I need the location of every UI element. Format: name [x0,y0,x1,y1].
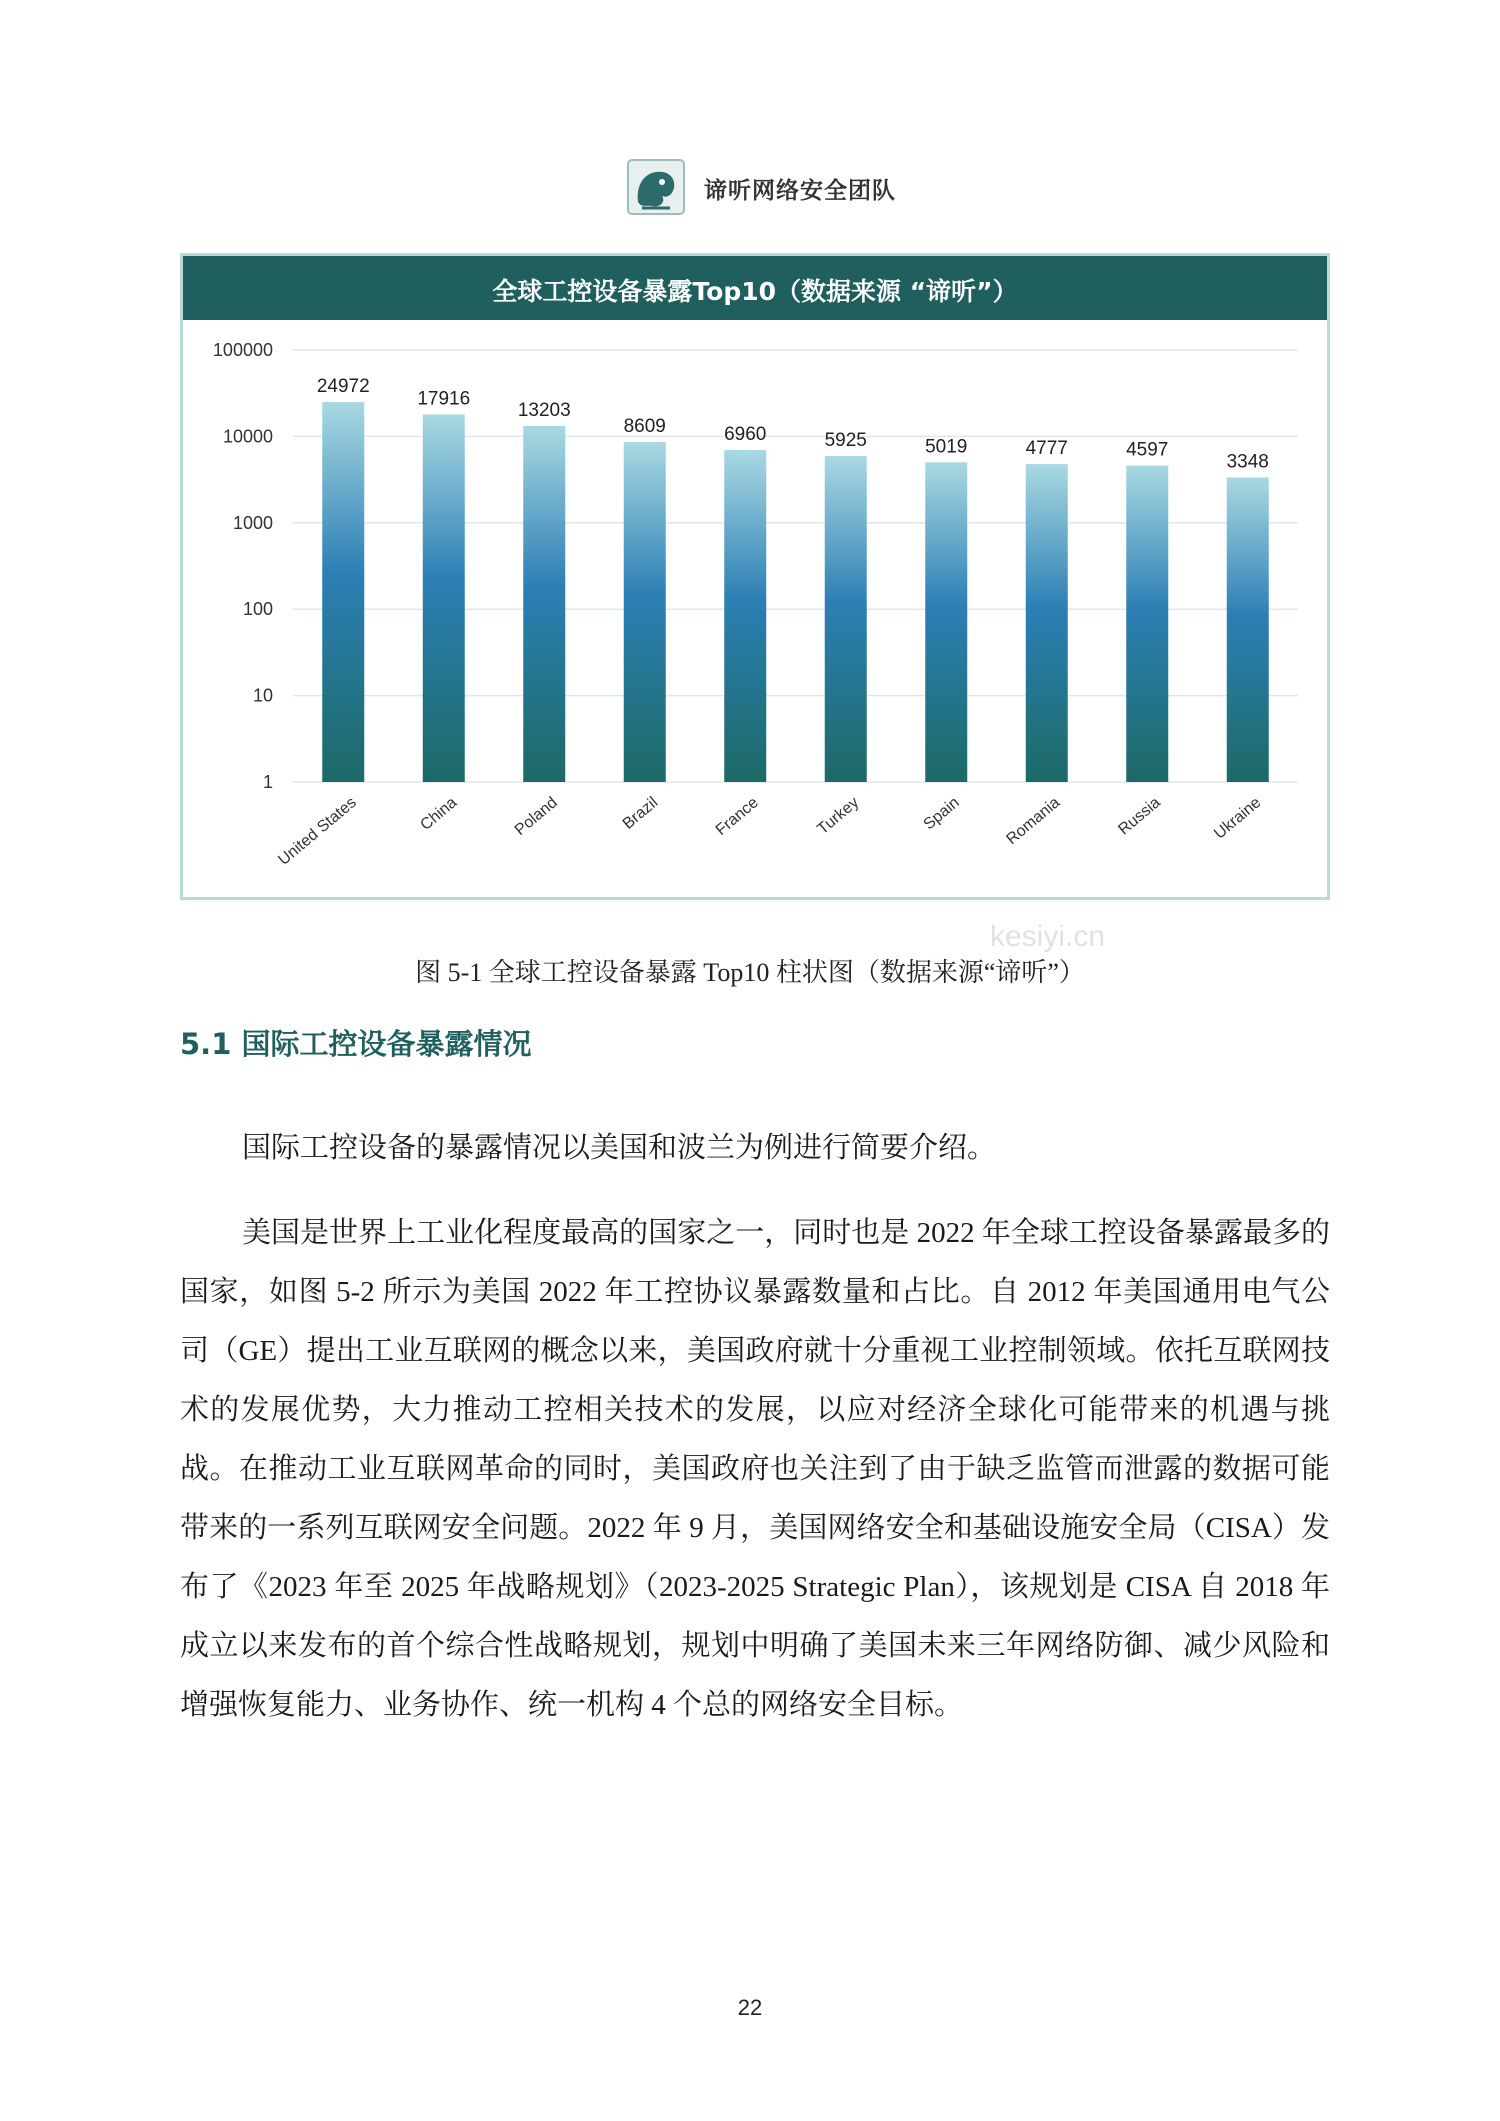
y-tick-label: 100 [242,599,273,620]
bar-value-label: 4777 [1025,438,1068,460]
x-category-label: Turkey [814,794,863,839]
bar-united-states [322,402,364,782]
bar-turkey [825,456,867,782]
section-title: 5.1 国际工控设备暴露情况 [180,1027,532,1061]
x-category-label: Spain [920,794,963,834]
x-category-label: United States [275,794,360,869]
bar-france [724,450,766,782]
x-category-label: Ukraine [1211,794,1265,843]
bar-value-label: 4597 [1126,439,1169,461]
paragraph-intro: 国际工控设备的暴露情况以美国和波兰为例进行简要介绍。 [242,1132,997,1164]
bar-value-label: 13203 [517,399,571,421]
chart-title-bar [183,256,1327,320]
bar-value-label: 3348 [1226,451,1269,473]
x-category-label: France [712,794,762,840]
x-category-label: Poland [511,794,561,840]
bar-value-label: 8609 [623,416,666,438]
paragraph-usa: 美国是世界上工业化程度最高的国家之一，同时也是 2022 年全球工控设备暴露最多的国家，如图 5-2 所示为美国 2022 年工控协议暴露数量和占比。自 2012 年美国通用电气公司（GE）提出工业互联网的概念以来，美国政府就十分重视工业控制领域。依托互联网技术的发展优势，大力推动工控相关技术的发展，以应对经济全球化可能带来的机遇与挑战。在推动工业互联网革命的同时，美国政府也关注到了由于缺乏监管而泄露的数据可能带来的一系列互联网安全问题。2022 年 9 月，美国网络安全和基础设施安全局（CISA）发布了《2023 年至 2025 年战略规划》（2023-2025 Strategic Plan），该规划是 CISA 自 2018 年成立以来发布的首个综合性战略规划，规划中明确了美国未来三年网络防御、减少风险和增强恢复能力、业务协作、统一机构 4 个总的网络安全目标。 [180,1217,1330,1721]
y-tick-label: 10000 [222,426,273,447]
bar-value-label: 24972 [316,376,370,398]
bar-brazil [624,442,666,782]
y-tick-label: 100000 [212,340,273,360]
chart-plot [183,320,1327,897]
x-category-label: Russia [1115,794,1164,839]
page-header [0,158,1500,222]
bar-value-label: 17916 [417,388,471,410]
x-category-label: Brazil [619,794,662,833]
bar-chart [180,253,1330,900]
bar-china [423,415,465,782]
y-tick-label: 1 [262,772,273,792]
y-tick-label: 1000 [232,512,273,533]
watermark: kesiyi.cn [990,920,1106,953]
bar-value-label: 5019 [925,436,968,458]
page-number: 22 [737,1995,763,2020]
x-category-label: Romania [1003,794,1064,849]
bar-romania [1026,464,1068,782]
bar-poland [523,426,565,782]
diting-beast-logo-icon [626,158,686,216]
figure-caption: 图 5-1 全球工控设备暴露 Top10 柱状图（数据来源“谛听”） [415,958,1085,987]
bar-value-label: 5925 [824,430,867,452]
chart-title: 全球工控设备暴露Top10（数据来源 “谛听”） [492,277,1018,306]
bar-spain [925,462,967,782]
y-tick-label: 10 [252,685,273,706]
bar-ukraine [1227,477,1269,782]
bar-russia [1126,466,1168,782]
bar-value-label: 6960 [724,423,767,445]
brand-name: 谛听网络安全团队 [704,178,896,204]
x-category-label: China [417,794,461,834]
